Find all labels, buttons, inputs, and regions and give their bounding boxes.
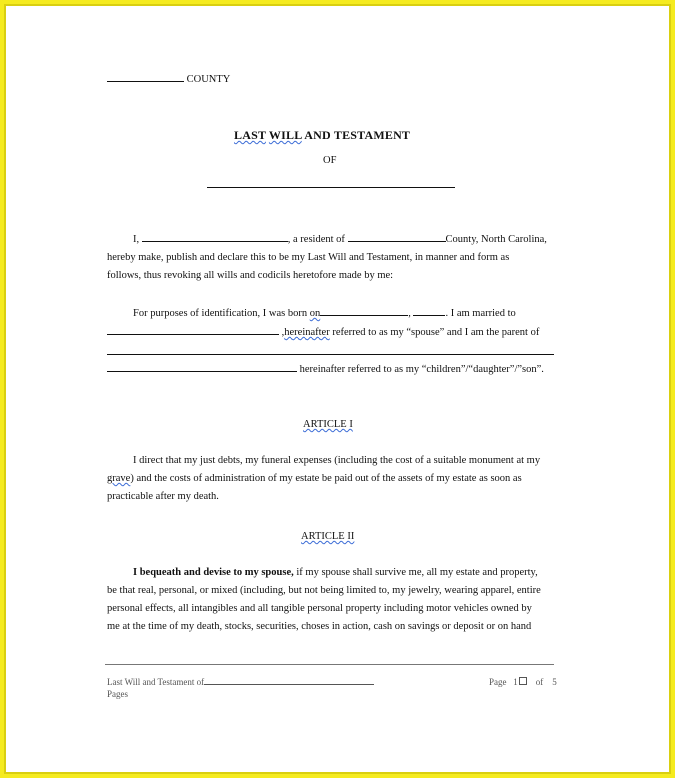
birth-date-blank[interactable] [320,304,408,316]
footer-rule [105,664,554,665]
article-2-body [107,564,557,636]
spouse-name-blank[interactable] [107,323,279,335]
title-rest: AND TESTAMENT [304,128,411,142]
testator-name-blank[interactable] [207,187,455,188]
ident-comma: , [408,308,411,319]
county-name-blank[interactable] [348,230,446,242]
document-title [234,126,410,144]
ident-married: . I am married to [445,308,516,319]
ident-line-3 [107,342,557,360]
birth-year-blank[interactable] [413,304,445,316]
county-line [107,70,230,89]
ident-on: on [309,308,321,319]
footer-field-box-icon [519,677,527,685]
footer-page-label: Page [489,677,507,687]
name-blank[interactable] [142,230,288,242]
art1-line-1: I direct that my just debts, my funeral expenses (including the cost of a suitable monument at my [133,455,541,466]
art1-line-2: grave) and the costs of administration of my estate be paid out of the assets of my estate as soon as [107,473,522,484]
county-blank[interactable] [107,70,184,82]
ident-line-4 [107,360,557,379]
art2-line-2: be that real, personal, or mixed (including, but not being limited to, my jewelry, wearing apparel, entire [107,585,541,596]
children-names-blank-2[interactable] [107,360,297,372]
intro-county-nc: County, North Carolina, [445,234,547,245]
art2-line-4: me at the time of my death, stocks, securities, choses in action, cash on savings or deposit or on hand [107,621,532,632]
footer-total-pages: 5 [552,677,557,687]
article-1-heading: ARTICLE I [303,419,353,430]
title-word-will: WILL [268,128,302,142]
intro-resident: , a resident of [287,234,345,245]
paragraph-identification [107,304,557,379]
footer-name-blank[interactable] [204,676,374,685]
paragraph-intro [107,230,557,285]
ident-line-1 [107,304,557,323]
art2-bold-lead: I bequeath and devise to my spouse, [133,567,294,578]
intro-i: I, [133,234,140,245]
art1-line-3: practicable after my death. [107,491,219,502]
intro-line-2: hereby make, publish and declare this to be my Last Will and Testament, in manner and form as [107,252,510,263]
ident-spouse-text: referred to as my “spouse” and I am the parent of [332,327,540,338]
art1-grave: grave [107,473,131,484]
art2-line-3: personal effects, all intangibles and all tangible personal property including motor vehicles owned by [107,603,532,614]
intro-line-3: follows, thus revoking all wills and codicils heretofore made by me: [107,270,394,281]
footer-will-label: Last Will and Testament of [107,677,205,687]
page-frame [4,4,671,774]
article-1-body [107,452,557,506]
title-of: OF [323,155,337,166]
title-word-last: LAST [234,128,266,142]
ident-hereinafter: hereinafter [284,327,330,338]
ident-line-2 [107,323,557,342]
ident-children-text: hereinafter referred to as my “children”/“daughter”/”son”. [299,364,544,375]
art2-line-1: I bequeath and devise to my spouse, if my spouse shall survive me, all my estate and property, [133,567,538,578]
intro-line-1 [107,230,557,249]
document-page [6,6,669,772]
footer-left [107,676,374,688]
ident-purposes: For purposes of identification, I was born [133,308,308,319]
footer-pages: Pages [107,689,128,699]
article-2-heading: ARTICLE II [301,531,355,542]
footer-page-number [489,676,557,688]
footer-of-label: of [535,677,544,687]
footer-page-num: 1 [513,677,518,687]
ident-comma-2: , [281,327,285,338]
children-names-blank[interactable] [107,354,554,355]
county-label: COUNTY [186,74,231,85]
